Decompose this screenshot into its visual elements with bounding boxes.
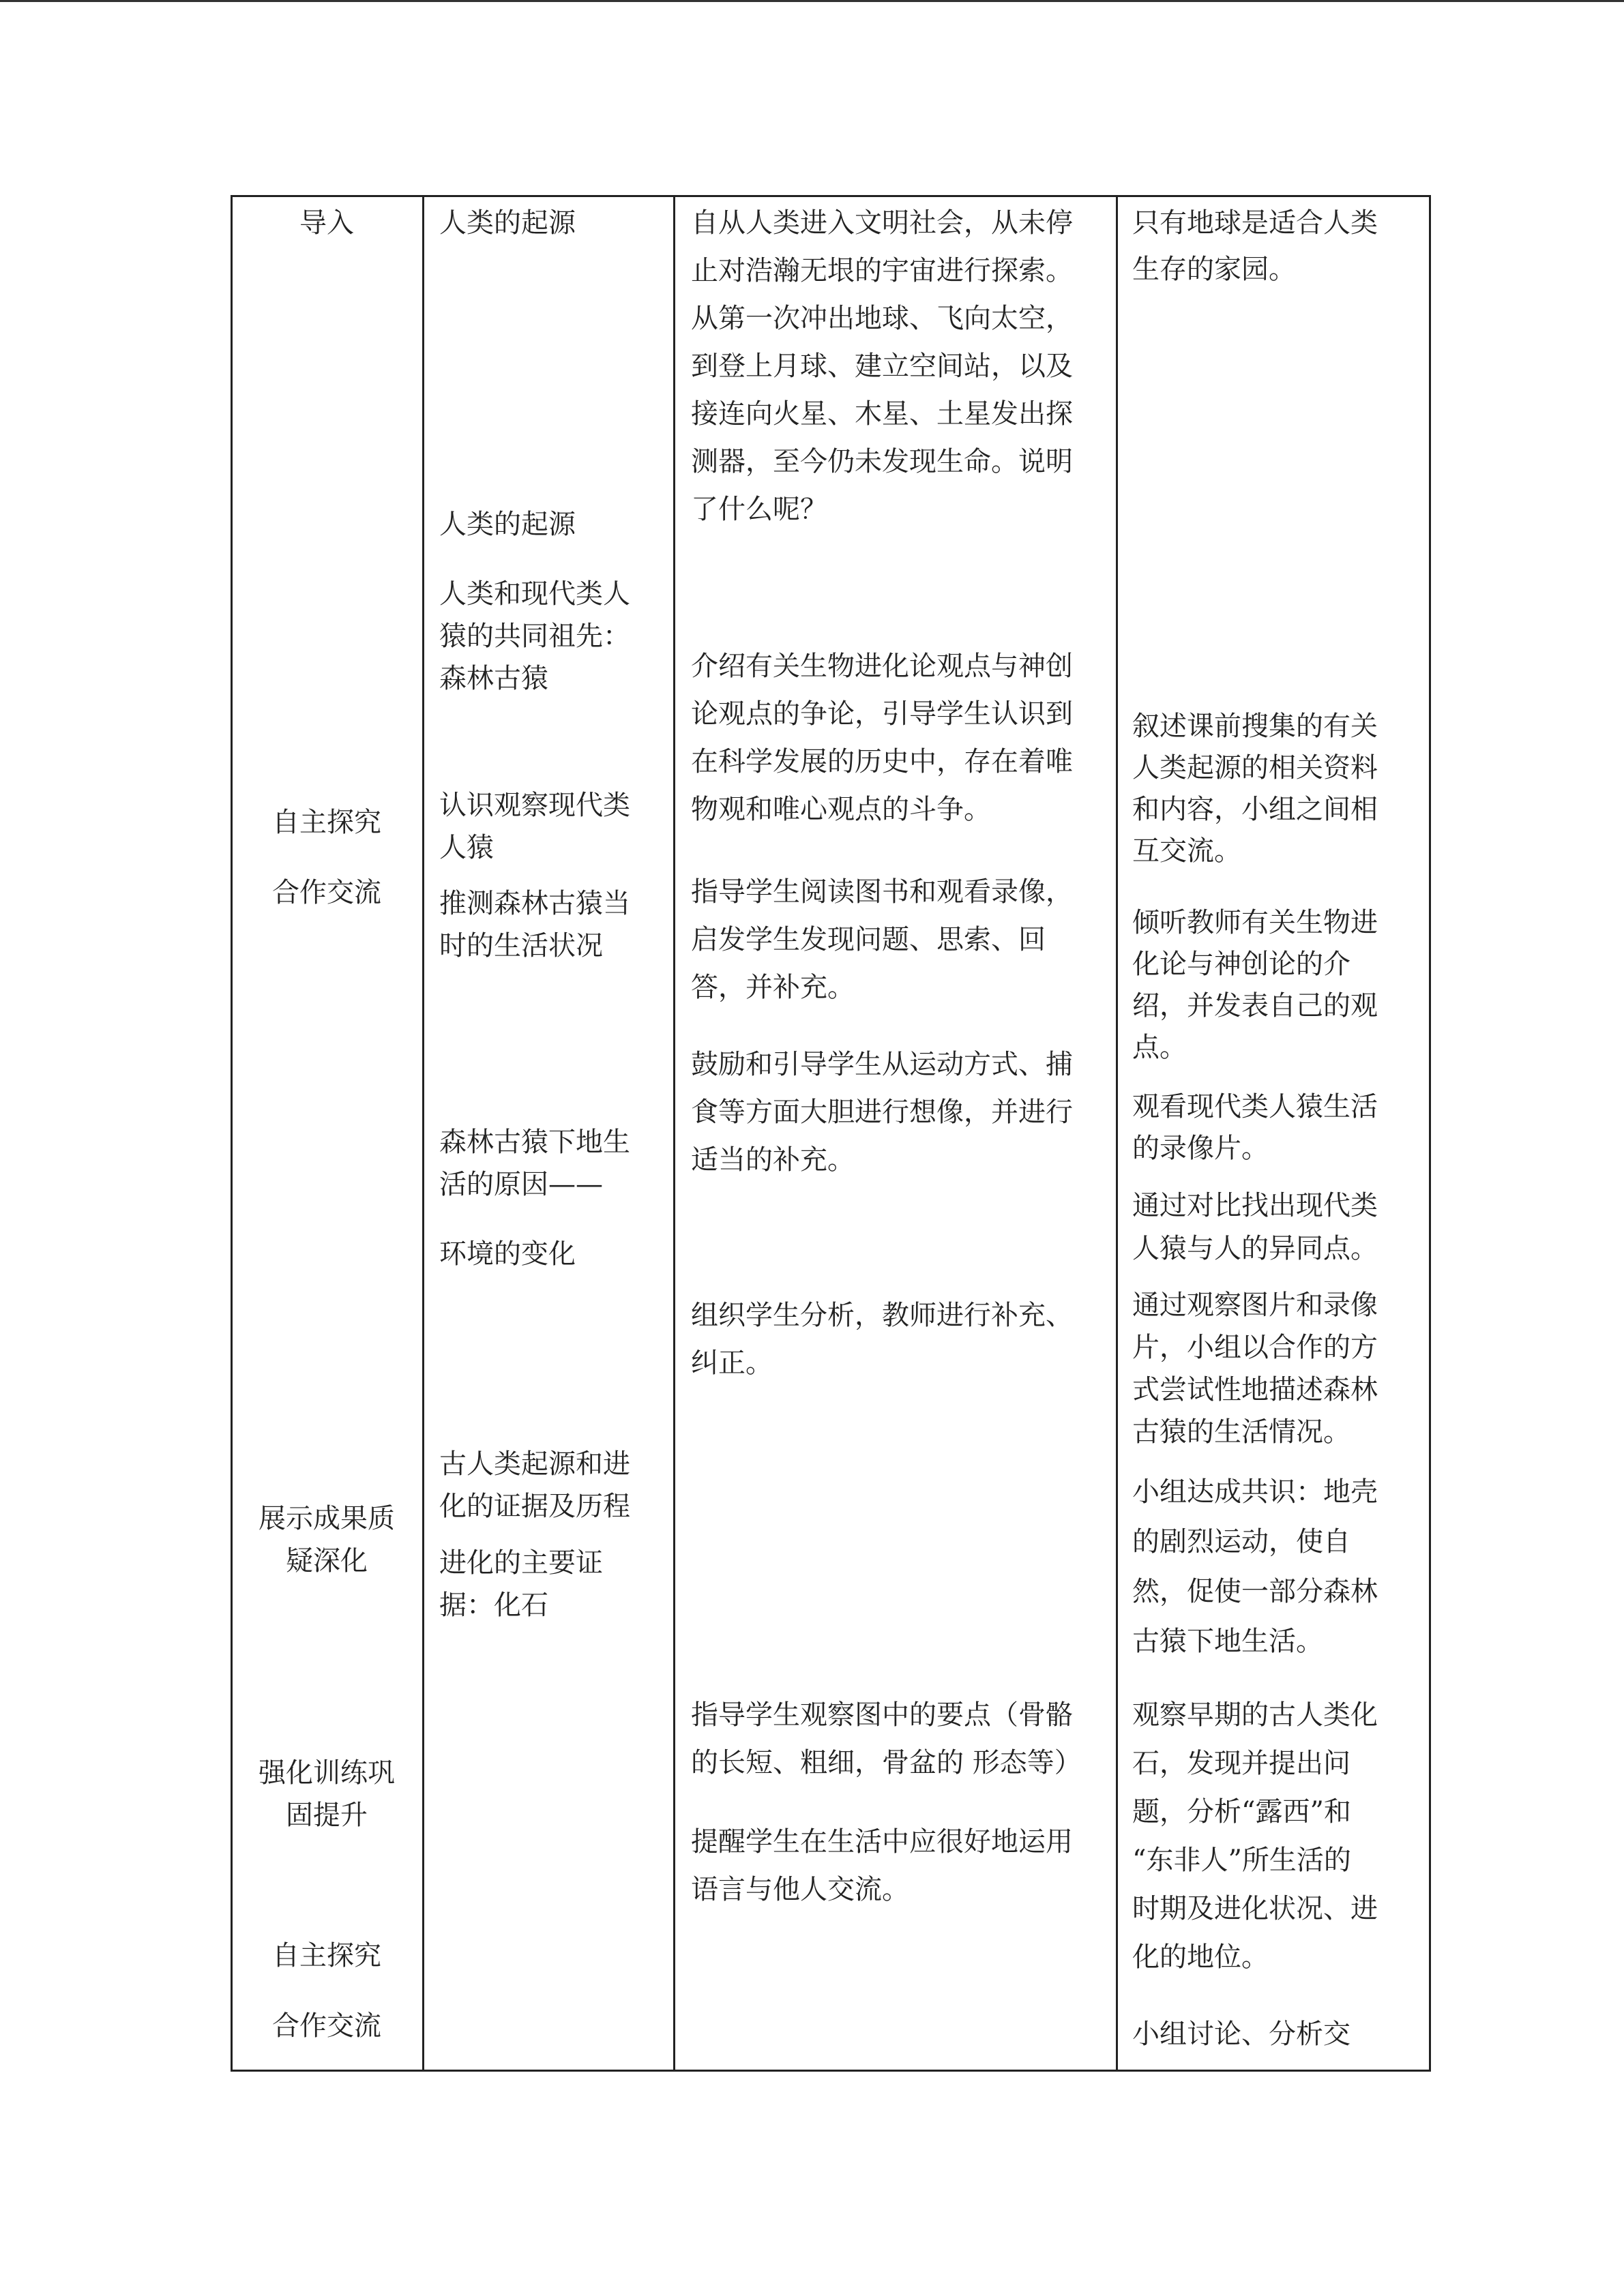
- content-origin: 人类的起源: [439, 207, 576, 239]
- student-para8-line1: 观察早期的古人类化: [1132, 1699, 1378, 1731]
- teacher-para3-line1: 指导学生阅读图书和观看录像，: [691, 876, 1073, 908]
- teacher-para1-line2: 止对浩瀚无垠的宇宙进行探索。: [691, 255, 1073, 286]
- column-divider: [1116, 195, 1118, 2072]
- student-para7-line2: 的剧烈运动，使自: [1132, 1526, 1350, 1557]
- teacher-para5-line2: 纠正。: [691, 1347, 773, 1379]
- student-para4-line1: 观看现代类人猿生活: [1132, 1091, 1378, 1122]
- stage-train-line2: 固提升: [286, 1800, 368, 1831]
- teacher-para6-line1: 指导学生观察图中的要点（骨骼: [691, 1699, 1073, 1731]
- teacher-para2-line1: 介绍有关生物进化论观点与神创: [691, 651, 1073, 682]
- student-para2-line3: 和内容，小组之间相: [1132, 794, 1378, 825]
- student-para8-line4: “东非人”所生活的: [1132, 1845, 1351, 1876]
- content-evidence-line2: 化的证据及历程: [439, 1491, 630, 1522]
- student-para7-line4: 古猿下地生活。: [1132, 1626, 1323, 1657]
- student-para2-line2: 人类起源的相关资料: [1132, 752, 1378, 784]
- teacher-para1-line7: 了什么呢？: [691, 494, 827, 525]
- student-para8-line2: 石，发现并提出问: [1132, 1748, 1350, 1779]
- student-para9-line1: 小组讨论、分析交: [1132, 2018, 1350, 2050]
- stage-explore2-line1: 自主探究: [272, 1940, 381, 1971]
- teacher-para4-line3: 适当的补充。: [691, 1144, 855, 1176]
- teacher-para7-line1: 提醒学生在生活中应很好地运用: [691, 1826, 1073, 1858]
- teacher-para4-line2: 食等方面大胆进行想像，并进行: [691, 1097, 1073, 1128]
- content-ancestor-line1: 人类和现代类人: [439, 578, 630, 610]
- student-para3-line2: 化论与神创论的介: [1132, 949, 1350, 980]
- student-para3-line4: 点。: [1132, 1032, 1187, 1063]
- stage-show-line1: 展示成果质: [259, 1503, 395, 1534]
- content-infer-line1: 推测森林古猿当: [439, 888, 630, 919]
- page-top-rule: [0, 0, 1624, 2]
- teacher-para2-line2: 论观点的争论，引导学生认识到: [691, 698, 1073, 730]
- student-para6-line1: 通过观察图片和录像: [1132, 1289, 1378, 1321]
- content-ancestor-line3: 森林古猿: [439, 663, 548, 694]
- teacher-para7-line2: 语言与他人交流。: [691, 1874, 909, 1905]
- teacher-para1-line5: 接连向火星、木星、土星发出探: [691, 398, 1073, 430]
- content-ancestor-line2: 猿的共同祖先：: [439, 621, 630, 652]
- student-para3-line1: 倾听教师有关生物进: [1132, 907, 1378, 938]
- content-fossil-line2: 据：化石: [439, 1590, 548, 1621]
- teacher-para1-line3: 从第一次冲出地球、飞向太空，: [691, 303, 1073, 334]
- student-para8-line3: 题，分析“露西”和: [1132, 1796, 1351, 1828]
- student-para5-line2: 人猿与人的异同点。: [1132, 1233, 1378, 1264]
- teacher-para3-line2: 启发学生发现问题、思索、回: [691, 924, 1046, 955]
- content-observe-line2: 人猿: [439, 832, 494, 863]
- content-observe-line1: 认识观察现代类: [439, 790, 630, 821]
- teacher-para2-line3: 在科学发展的历史中，存在着唯: [691, 746, 1073, 777]
- stage-explore2-line2: 合作交流: [272, 2010, 381, 2042]
- student-para8-line6: 化的地位。: [1132, 1941, 1269, 1973]
- content-origin-repeat: 人类的起源: [439, 509, 576, 540]
- content-evidence-line1: 古人类起源和进: [439, 1448, 630, 1480]
- content-environment: 环境的变化: [439, 1238, 576, 1270]
- stage-explore-line1: 自主探究: [272, 807, 381, 838]
- teacher-para4-line1: 鼓励和引导学生从运动方式、捕: [691, 1049, 1073, 1080]
- content-infer-line2: 时的生活状况: [439, 930, 603, 961]
- stage-show-line2: 疑深化: [286, 1545, 368, 1577]
- student-para5-line1: 通过对比找出现代类: [1132, 1190, 1378, 1221]
- column-divider: [673, 195, 675, 2072]
- student-para2-line4: 互交流。: [1132, 835, 1241, 867]
- student-para2-line1: 叙述课前搜集的有关: [1132, 711, 1378, 742]
- student-para8-line5: 时期及进化状况、进: [1132, 1893, 1378, 1924]
- teacher-para5-line1: 组织学生分析，教师进行补充、: [691, 1300, 1073, 1331]
- content-reason-line1: 森林古猿下地生: [439, 1127, 630, 1158]
- teacher-para1-line1: 自从人类进入文明社会，从未停: [691, 207, 1073, 239]
- student-para6-line2: 片，小组以合作的方: [1132, 1332, 1378, 1363]
- stage-explore-line2: 合作交流: [272, 877, 381, 908]
- student-para6-line4: 古猿的生活情况。: [1132, 1416, 1350, 1448]
- content-fossil-line1: 进化的主要证: [439, 1547, 603, 1579]
- student-para6-line3: 式尝试性地描述森林: [1132, 1374, 1378, 1405]
- stage-train-line1: 强化训练巩: [259, 1757, 395, 1789]
- student-para3-line3: 绍，并发表自己的观: [1132, 990, 1378, 1022]
- student-para1-line1: 只有地球是适合人类: [1132, 207, 1378, 239]
- teacher-para1-line6: 测器，至今仍未发现生命。说明: [691, 446, 1073, 477]
- stage-intro: 导入: [299, 207, 354, 239]
- student-para1-line2: 生存的家园。: [1132, 254, 1296, 285]
- teacher-para2-line4: 物观和唯心观点的斗争。: [691, 794, 991, 825]
- teacher-para6-line2: 的长短、粗细，骨盆的 形态等）: [691, 1747, 1082, 1778]
- teacher-para1-line4: 到登上月球、建立空间站，以及: [691, 351, 1073, 382]
- student-para7-line1: 小组达成共识：地壳: [1132, 1476, 1378, 1508]
- student-para7-line3: 然，促使一部分森林: [1132, 1576, 1378, 1607]
- content-reason-line2: 活的原因——: [439, 1169, 603, 1200]
- teacher-para3-line3: 答，并补充。: [691, 972, 855, 1003]
- student-para4-line2: 的录像片。: [1132, 1133, 1269, 1164]
- column-divider: [422, 195, 424, 2072]
